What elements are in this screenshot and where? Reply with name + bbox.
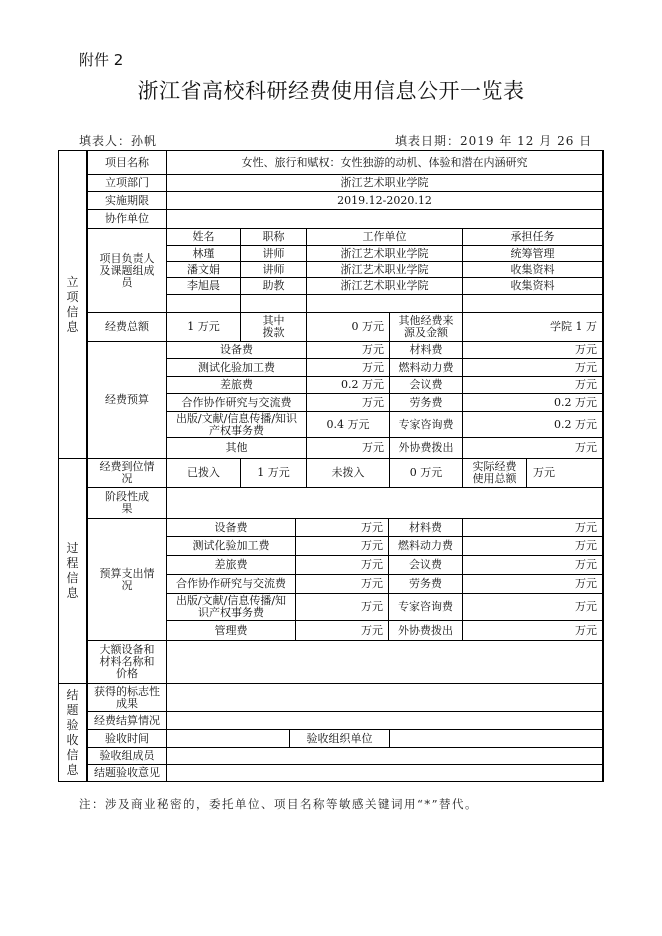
- total-funds-value[interactable]: 1 万元: [166, 312, 241, 342]
- project-name-label: 项目名称: [87, 150, 167, 175]
- expense-item-label: 差旅费: [166, 555, 296, 575]
- achievement-value[interactable]: [166, 683, 603, 712]
- total-funds-label: 经费总额: [87, 312, 167, 342]
- budget-item-value[interactable]: 万元: [306, 437, 390, 459]
- period-value[interactable]: 2019.12-2020.12: [166, 191, 603, 210]
- budget-item-label: 外协费拨出: [389, 437, 463, 459]
- attachment-label: 附件 2: [79, 51, 124, 69]
- period-label: 实施期限: [87, 191, 167, 210]
- budget-item-value[interactable]: 0.2 万元: [306, 376, 390, 394]
- actual-usage-value[interactable]: 万元: [526, 458, 603, 488]
- allocation-label: 其中拨款: [240, 312, 307, 342]
- large-items-label: 大额设备和材料名称和价格: [87, 640, 167, 684]
- member-task[interactable]: 统筹管理: [462, 245, 603, 262]
- section-acceptance: 结题验收信息: [58, 683, 87, 782]
- expense-item-value[interactable]: 万元: [295, 593, 389, 621]
- budget-item-label: 劳务费: [389, 393, 463, 412]
- acceptance-members-value[interactable]: [166, 747, 603, 765]
- member-unit[interactable]: 浙江艺术职业学院: [306, 245, 463, 262]
- section-project: 立项信息: [58, 150, 87, 459]
- members-header-name: 姓名: [166, 228, 241, 246]
- settlement-value[interactable]: [166, 711, 603, 730]
- expense-item-value[interactable]: 万元: [295, 620, 389, 641]
- member-unit[interactable]: [306, 294, 463, 313]
- expense-item-label: 专家咨询费: [388, 593, 463, 621]
- allocation-value[interactable]: 0 万元: [306, 312, 390, 342]
- achievement-label: 获得的标志性成果: [87, 683, 167, 712]
- member-task[interactable]: [462, 294, 603, 313]
- pending-value[interactable]: 0 万元: [389, 458, 463, 488]
- member-name[interactable]: [166, 294, 241, 313]
- other-source-label: 其他经费来源及金额: [389, 312, 463, 342]
- budget-item-value[interactable]: 万元: [462, 437, 603, 459]
- dept-label: 立项部门: [87, 174, 167, 192]
- expense-item-value[interactable]: 万元: [462, 574, 603, 594]
- member-unit[interactable]: 浙江艺术职业学院: [306, 261, 463, 278]
- large-items-value[interactable]: [166, 640, 603, 684]
- dept-value[interactable]: 浙江艺术职业学院: [166, 174, 603, 192]
- member-name[interactable]: 李旭晨: [166, 277, 241, 295]
- member-name[interactable]: 林瑾: [166, 245, 241, 262]
- expense-item-value[interactable]: 万元: [295, 518, 389, 537]
- budget-item-value[interactable]: 0.2 万元: [462, 393, 603, 412]
- members-header-title: 职称: [240, 228, 307, 246]
- arrival-label: 经费到位情况: [87, 458, 167, 488]
- budget-item-label: 差旅费: [166, 376, 307, 394]
- members-label: 项目负责人及课题组成员: [87, 228, 167, 313]
- budget-item-label: 出版/文献/信息传播/知识产权事务费: [166, 411, 307, 438]
- actual-usage-label: 实际经费使用总额: [462, 458, 527, 488]
- expense-item-label: 合作协作研究与交流费: [166, 574, 296, 594]
- acceptance-org-value[interactable]: [389, 729, 603, 748]
- budget-item-label: 会议费: [389, 376, 463, 394]
- footnote: 注：涉及商业秘密的，委托单位、项目名称等敏感关键词用“*”替代。: [79, 797, 479, 811]
- budget-item-label: 测试化验加工费: [166, 358, 307, 377]
- budget-item-value[interactable]: 万元: [306, 358, 390, 377]
- page-title: 浙江省高校科研经费使用信息公开一览表: [137, 79, 525, 103]
- fill-date: 填表日期：2019 年 12 月 26 日: [395, 134, 593, 148]
- expense-item-label: 材料费: [388, 518, 463, 537]
- expense-item-label: 测试化验加工费: [166, 536, 296, 556]
- budget-item-value[interactable]: 0.2 万元: [462, 411, 603, 438]
- acceptance-members-label: 验收组成员: [87, 747, 167, 765]
- budget-item-label: 专家咨询费: [389, 411, 463, 438]
- expense-item-value[interactable]: 万元: [462, 536, 603, 556]
- member-title[interactable]: [240, 294, 307, 313]
- members-header-task: 承担任务: [462, 228, 603, 246]
- expense-item-label: 燃料动力费: [388, 536, 463, 556]
- other-source-value[interactable]: 学院 1 万: [462, 312, 603, 342]
- project-name-value[interactable]: 女性、旅行和赋权：女性独游的动机、体验和潜在内涵研究: [166, 150, 603, 175]
- acceptance-opinion-value[interactable]: [166, 764, 603, 782]
- pending-label: 未拨入: [306, 458, 390, 488]
- acceptance-time-value[interactable]: [166, 729, 290, 748]
- expense-item-value[interactable]: 万元: [295, 536, 389, 556]
- expense-item-value[interactable]: 万元: [462, 620, 603, 641]
- expense-item-value[interactable]: 万元: [462, 518, 603, 537]
- settlement-label: 经费结算情况: [87, 711, 167, 730]
- expense-item-label: 管理费: [166, 620, 296, 641]
- expense-item-value[interactable]: 万元: [295, 574, 389, 594]
- expense-item-label: 劳务费: [388, 574, 463, 594]
- expense-label: 预算支出情况: [87, 518, 167, 641]
- expense-item-value[interactable]: 万元: [295, 555, 389, 575]
- expense-item-value[interactable]: 万元: [462, 593, 603, 621]
- acceptance-time-label: 验收时间: [87, 729, 167, 748]
- expense-item-label: 出版/文献/信息传播/知识产权事务费: [166, 593, 296, 621]
- members-header-unit: 工作单位: [306, 228, 463, 246]
- partner-label: 协作单位: [87, 209, 167, 229]
- member-title[interactable]: 助教: [240, 277, 307, 295]
- expense-item-label: 会议费: [388, 555, 463, 575]
- acceptance-opinion-label: 结题验收意见: [87, 764, 167, 782]
- expense-item-label: 外协费拨出: [388, 620, 463, 641]
- acceptance-org-label: 验收组织单位: [289, 729, 390, 748]
- section-process: 过程信息: [58, 458, 87, 684]
- budget-label: 经费预算: [87, 341, 167, 459]
- received-value[interactable]: 1 万元: [240, 458, 307, 488]
- member-task[interactable]: 收集资料: [462, 261, 603, 278]
- expense-item-value[interactable]: 万元: [462, 555, 603, 575]
- expense-item-label: 设备费: [166, 518, 296, 537]
- received-label: 已拨入: [166, 458, 241, 488]
- stage-results-label: 阶段性成果: [87, 487, 167, 519]
- member-name[interactable]: 潘文娟: [166, 261, 241, 278]
- member-unit[interactable]: 浙江艺术职业学院: [306, 277, 463, 295]
- budget-item-value[interactable]: 万元: [462, 358, 603, 377]
- budget-item-value[interactable]: 万元: [462, 341, 603, 359]
- budget-item-label: 其他: [166, 437, 307, 459]
- member-title[interactable]: 讲师: [240, 245, 307, 262]
- budget-item-label: 设备费: [166, 341, 307, 359]
- budget-item-value[interactable]: 万元: [306, 393, 390, 412]
- partner-value[interactable]: [166, 209, 603, 229]
- budget-item-label: 材料费: [389, 341, 463, 359]
- budget-item-value[interactable]: 万元: [462, 376, 603, 394]
- member-task[interactable]: 收集资料: [462, 277, 603, 295]
- filler-name: 填表人：孙帆: [79, 134, 158, 148]
- budget-item-value[interactable]: 0.4 万元: [306, 411, 390, 438]
- budget-item-label: 燃料动力费: [389, 358, 463, 377]
- member-title[interactable]: 讲师: [240, 261, 307, 278]
- budget-item-value[interactable]: 万元: [306, 341, 390, 359]
- stage-results-value[interactable]: [166, 487, 603, 519]
- budget-item-label: 合作协作研究与交流费: [166, 393, 307, 412]
